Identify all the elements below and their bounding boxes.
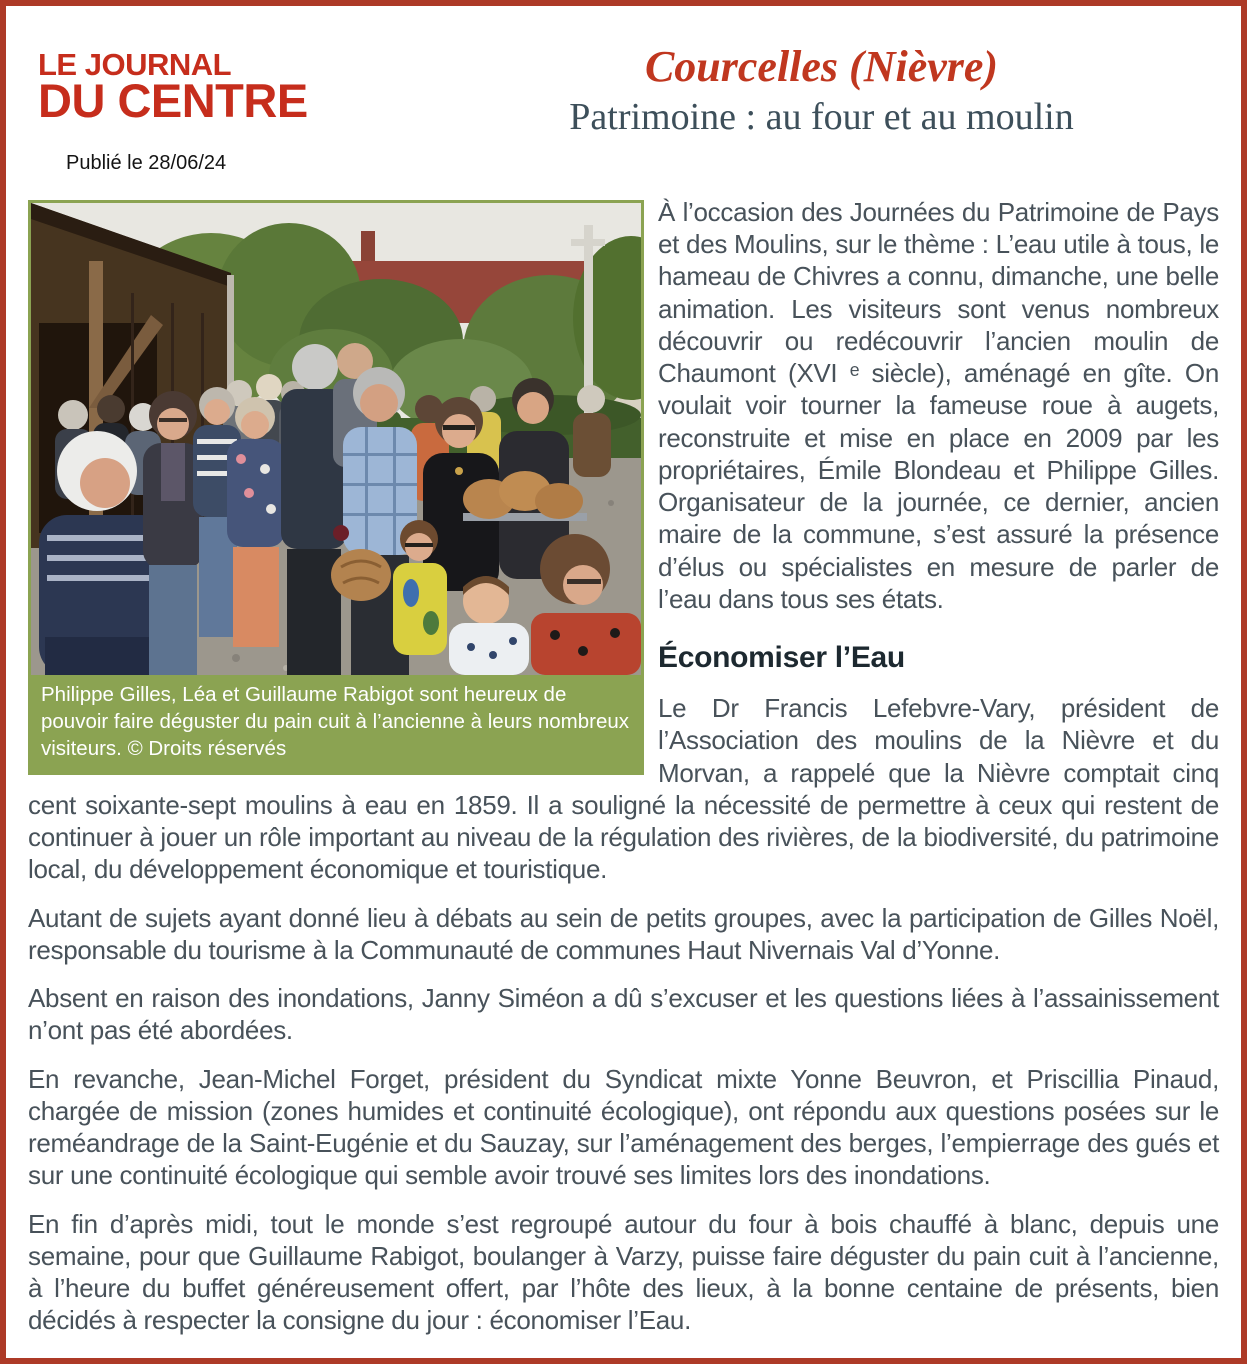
article-paragraph: En revanche, Jean-Michel Forget, président du Syndicat mixte Yonne Beuvron, et Priscillia Pinaud, chargée de mission (zones humides et continuité écologique), ont répondu aux questions posées sur le reméandrage de la Saint-Eugénie et du Sauzay, sur l’aménagement des berges, l’empierrage des gués et sur une continuité écologique qui semble avoir trouvé ses limites lors des inondations. <box>28 1063 1219 1191</box>
journal-du-centre-logo <box>38 47 308 128</box>
page-subtitle: Patrimoine : au four et au moulin <box>569 96 1074 139</box>
bread-loaf <box>331 549 391 601</box>
article-intro-paragraph: À l’occasion des Journées du Patrimoine de Pays et des Moulins, sur le thème : L’eau utile à tous, le hameau de Chivres a connu, dimanche, une belle animation. Les visiteurs sont venus nombreux découvrir ou redécouvrir l’ancien moulin de Chaumont (XVI ᵉ siècle), aménagé en gîte. On voulait voir tourner la fameuse roue à augets, reconstruite et mise en place en 2009 par les propriétaires, Émile Blondeau et Philippe Gilles. Organisateur de la journée, ce dernier, ancien maire de la commune, s’est assuré la présence d’élus ou spécialistes en mesure de parler de l’eau dans tous ses états. <box>658 197 1219 614</box>
page-title: Courcelles (Nièvre) <box>644 42 999 91</box>
page-header <box>6 6 1241 196</box>
photo-caption: Philippe Gilles, Léa et Guillaume Rabigot sont heureux de pouvoir faire déguster du pain cuit à l’ancienne à leurs nombreux visiteurs. © Droits réservés <box>31 675 641 772</box>
article-photo <box>28 200 644 775</box>
article-paragraph: Autant de sujets ayant donné lieu à débats au sein de petits groupes, avec la participation de Gilles Noël, responsable du tourisme à la Communauté de communes Haut Nivernais Val d’Yonne. <box>28 902 1219 965</box>
article-body <box>6 196 1241 1336</box>
section-heading: Économiser l’Eau <box>658 641 905 675</box>
article-paragraph: Le Dr Francis Lefebvre-Vary, président de l’Association des moulins de la Nièvre et du Morvan, a rappelé que la Nièvre comptait cinq cent soixante-sept moulins à eau en 1859. Il a souligné la nécessité de permettre à ceux qui restent de continuer à jouer un rôle important au niveau de la régulation des rivières, de la biodiversité, du patrimoine local, du développement économique et touristique. <box>28 693 1219 885</box>
logo-line2: DU CENTRE <box>38 74 308 128</box>
article-paragraph: Absent en raison des inondations, Janny Siméon a dû s’excuser et les questions liées à l’assainissement n’ont pas été abordées. <box>28 983 1219 1046</box>
article-paragraph: En fin d’après midi, tout le monde s’est regroupé autour du four à bois chauffé à blanc, depuis une semaine, pour que Guillaume Rabigot, boulanger à Varzy, puisse faire déguster du pain cuit à l’ancienne, à l’heure du buffet généreusement offert, par l’hôte des lieux, à la bonne centaine de présents, bien décidés à respecter la consigne du jour : économiser l’Eau. <box>28 1208 1219 1336</box>
logo-line1: LE JOURNAL <box>38 47 232 82</box>
crowd-photo-illustration <box>31 203 641 675</box>
publish-date: Publié le 28/06/24 <box>66 152 227 174</box>
title-block <box>436 44 1207 138</box>
